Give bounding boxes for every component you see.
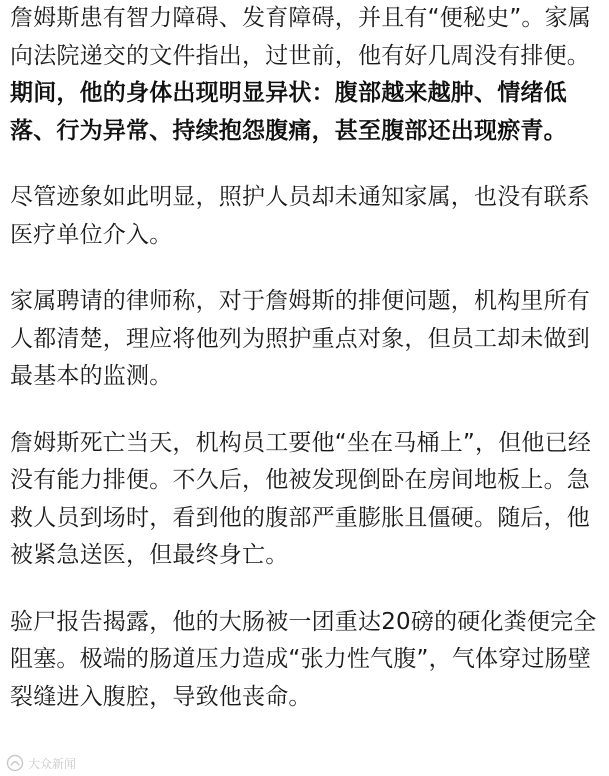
paragraph-2	[10, 179, 602, 254]
watermark	[6, 752, 76, 774]
article-body	[10, 0, 602, 745]
paragraph-3	[10, 283, 602, 396]
paragraph-1-text: 詹姆斯患有智力障碍、发育障碍，并且有“便秘史”。家属向法院递交的文件指出，过世前，他有好几周没有排便。	[10, 5, 592, 69]
paragraph-1-bold-text: 期间，他的身体出现明显异状：腹部越来越肿、情绪低落、行为异常、持续抱怨腹痛，甚至腹部还出现瘀青。	[10, 80, 567, 144]
paragraph-2-text: 尽管迹象如此明显，照护人员却未通知家属，也没有联系医疗单位介入。	[10, 184, 590, 248]
paragraph-5	[10, 604, 602, 717]
watermark-logo-icon	[6, 754, 24, 772]
paragraph-3-text: 家属聘请的律师称，对于詹姆斯的排便问题，机构里所有人都清楚，理应将他列为照护重点对象，但员工却未做到最基本的监测。	[10, 288, 590, 389]
watermark-text: 大众新闻	[28, 756, 77, 771]
paragraph-5-text: 验尸报告揭露，他的大肠被一团重达20磅的硬化粪便完全阻塞。极端的肠道压力造成“张力性气腹”，气体穿过肠壁裂缝进入腹腔，导致他丧命。	[10, 608, 597, 710]
paragraph-1	[10, 0, 602, 150]
paragraph-4-text: 詹姆斯死亡当天，机构员工要他“坐在马桶上”，但他已经没有能力排便。不久后，他被发现倒卧在房间地板上。急救人员到场时，看到他的腹部严重膨胀且僵硬。随后，他被紧急送医，但最终身亡。	[10, 429, 592, 568]
paragraph-4	[10, 425, 602, 575]
